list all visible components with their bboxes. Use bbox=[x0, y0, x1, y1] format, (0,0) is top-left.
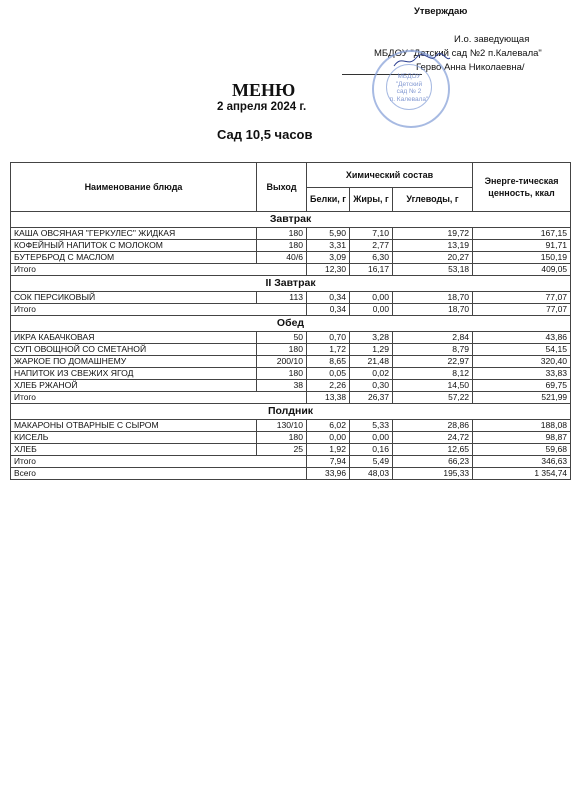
dish-carbs: 24,72 bbox=[393, 432, 473, 444]
dish-protein: 3,31 bbox=[307, 240, 350, 252]
dish-energy: 54,15 bbox=[473, 344, 571, 356]
stamp-text-2: "Детский bbox=[395, 80, 423, 88]
dish-yield: 180 bbox=[257, 344, 307, 356]
total-label: Итого bbox=[11, 392, 307, 404]
dish-name: НАПИТОК ИЗ СВЕЖИХ ЯГОД bbox=[11, 368, 257, 380]
total-label: Итого bbox=[11, 304, 307, 316]
dish-carbs: 13,19 bbox=[393, 240, 473, 252]
page-title: МЕНЮ bbox=[232, 80, 296, 100]
total-carbs: 53,18 bbox=[393, 264, 473, 276]
table-row bbox=[11, 228, 571, 240]
dish-yield: 180 bbox=[257, 368, 307, 380]
section-header bbox=[11, 404, 571, 420]
total-protein: 12,30 bbox=[307, 264, 350, 276]
dish-protein: 0,70 bbox=[307, 332, 350, 344]
table-row bbox=[11, 444, 571, 456]
garden-mode: Сад 10,5 часов bbox=[217, 127, 313, 142]
dish-name: КИСЕЛЬ bbox=[11, 432, 257, 444]
total-carbs: 18,70 bbox=[393, 304, 473, 316]
dish-energy: 59,68 bbox=[473, 444, 571, 456]
dish-fat: 5,33 bbox=[350, 420, 393, 432]
table-row bbox=[11, 252, 571, 264]
grand-total-row bbox=[11, 468, 571, 480]
total-row bbox=[11, 392, 571, 404]
dish-energy: 43,86 bbox=[473, 332, 571, 344]
dish-carbs: 2,84 bbox=[393, 332, 473, 344]
dish-carbs: 18,70 bbox=[393, 292, 473, 304]
header-carbs: Углеводы, г bbox=[393, 187, 473, 212]
dish-name: ЖАРКОЕ ПО ДОМАШНЕМУ bbox=[11, 356, 257, 368]
section-header bbox=[11, 212, 571, 228]
dish-yield: 180 bbox=[257, 432, 307, 444]
dish-protein: 0,00 bbox=[307, 432, 350, 444]
table-row bbox=[11, 332, 571, 344]
dish-fat: 2,77 bbox=[350, 240, 393, 252]
menu-date: 2 апреля 2024 г. bbox=[217, 101, 307, 113]
menu-table bbox=[10, 162, 571, 480]
dish-energy: 167,15 bbox=[473, 228, 571, 240]
dish-protein: 6,02 bbox=[307, 420, 350, 432]
dish-carbs: 14,50 bbox=[393, 380, 473, 392]
dish-energy: 320,40 bbox=[473, 356, 571, 368]
dish-fat: 7,10 bbox=[350, 228, 393, 240]
dish-name: БУТЕРБРОД С МАСЛОМ bbox=[11, 252, 257, 264]
dish-protein: 0,34 bbox=[307, 292, 350, 304]
dish-energy: 98,87 bbox=[473, 432, 571, 444]
dish-fat: 3,28 bbox=[350, 332, 393, 344]
table-row bbox=[11, 368, 571, 380]
dish-name: МАКАРОНЫ ОТВАРНЫЕ С СЫРОМ bbox=[11, 420, 257, 432]
grand-total-label: Всего bbox=[11, 468, 307, 480]
header-dish-name: Наименование блюда bbox=[11, 163, 257, 212]
dish-fat: 0,30 bbox=[350, 380, 393, 392]
dish-fat: 6,30 bbox=[350, 252, 393, 264]
header-yield: Выход bbox=[257, 163, 307, 212]
section-title: Обед bbox=[11, 316, 571, 332]
dish-yield: 113 bbox=[257, 292, 307, 304]
dish-energy: 150,19 bbox=[473, 252, 571, 264]
dish-yield: 180 bbox=[257, 240, 307, 252]
dish-name: КОФЕЙНЫЙ НАПИТОК С МОЛОКОМ bbox=[11, 240, 257, 252]
approval-organization: МБДОУ "Детский сад №2 п.Калевала" bbox=[374, 48, 542, 59]
total-row bbox=[11, 304, 571, 316]
total-energy: 77,07 bbox=[473, 304, 571, 316]
dish-yield: 200/10 bbox=[257, 356, 307, 368]
total-energy: 346,63 bbox=[473, 456, 571, 468]
section-header bbox=[11, 276, 571, 292]
approval-position: И.о. заведующая bbox=[454, 34, 530, 45]
dish-energy: 69,75 bbox=[473, 380, 571, 392]
table-row bbox=[11, 420, 571, 432]
dish-carbs: 19,72 bbox=[393, 228, 473, 240]
dish-fat: 0,16 bbox=[350, 444, 393, 456]
dish-carbs: 8,79 bbox=[393, 344, 473, 356]
dish-fat: 0,02 bbox=[350, 368, 393, 380]
dish-name: СОК ПЕРСИКОВЫЙ bbox=[11, 292, 257, 304]
total-carbs: 66,23 bbox=[393, 456, 473, 468]
dish-carbs: 8,12 bbox=[393, 368, 473, 380]
table-row bbox=[11, 380, 571, 392]
dish-carbs: 12,65 bbox=[393, 444, 473, 456]
dish-name: ИКРА КАБАЧКОВАЯ bbox=[11, 332, 257, 344]
dish-carbs: 22,97 bbox=[393, 356, 473, 368]
dish-protein: 1,92 bbox=[307, 444, 350, 456]
total-fat: 16,17 bbox=[350, 264, 393, 276]
dish-yield: 25 bbox=[257, 444, 307, 456]
dish-fat: 0,00 bbox=[350, 432, 393, 444]
total-row bbox=[11, 456, 571, 468]
section-title: Полдник bbox=[11, 404, 571, 420]
approval-title: Утверждаю bbox=[414, 6, 468, 17]
dish-protein: 2,26 bbox=[307, 380, 350, 392]
section-title: II Завтрак bbox=[11, 276, 571, 292]
dish-yield: 180 bbox=[257, 228, 307, 240]
grand-total-carbs: 195,33 bbox=[393, 468, 473, 480]
header-chem-composition: Химический состав bbox=[307, 163, 473, 188]
dish-yield: 40/6 bbox=[257, 252, 307, 264]
dish-carbs: 20,27 bbox=[393, 252, 473, 264]
grand-total-fat: 48,03 bbox=[350, 468, 393, 480]
approval-name: Герво Анна Николаевна/ bbox=[416, 62, 525, 73]
dish-energy: 33,83 bbox=[473, 368, 571, 380]
dish-name: СУП ОВОЩНОЙ СО СМЕТАНОЙ bbox=[11, 344, 257, 356]
table-row bbox=[11, 356, 571, 368]
dish-protein: 0,05 bbox=[307, 368, 350, 380]
total-fat: 26,37 bbox=[350, 392, 393, 404]
total-energy: 521,99 bbox=[473, 392, 571, 404]
total-row bbox=[11, 264, 571, 276]
header-fat: Жиры, г bbox=[350, 187, 393, 212]
dish-protein: 3,09 bbox=[307, 252, 350, 264]
total-protein: 13,38 bbox=[307, 392, 350, 404]
total-label: Итого bbox=[11, 456, 307, 468]
total-fat: 5,49 bbox=[350, 456, 393, 468]
total-protein: 0,34 bbox=[307, 304, 350, 316]
total-fat: 0,00 bbox=[350, 304, 393, 316]
dish-energy: 188,08 bbox=[473, 420, 571, 432]
header-protein: Белки, г bbox=[307, 187, 350, 212]
table-row bbox=[11, 240, 571, 252]
total-protein: 7,94 bbox=[307, 456, 350, 468]
stamp-text-3: сад № 2 bbox=[396, 88, 422, 95]
dish-protein: 8,65 bbox=[307, 356, 350, 368]
grand-total-energy: 1 354,74 bbox=[473, 468, 571, 480]
header-energy: Энерге-тическая ценность, ккал bbox=[473, 163, 571, 212]
dish-energy: 77,07 bbox=[473, 292, 571, 304]
stamp-text-1: МБДОУ bbox=[397, 73, 421, 80]
dish-fat: 1,29 bbox=[350, 344, 393, 356]
dish-fat: 21,48 bbox=[350, 356, 393, 368]
table-row bbox=[11, 344, 571, 356]
section-title: Завтрак bbox=[11, 212, 571, 228]
stamp-text-4: п. Калевала" bbox=[389, 95, 429, 103]
total-label: Итого bbox=[11, 264, 307, 276]
table-row bbox=[11, 292, 571, 304]
dish-name: ХЛЕБ РЖАНОЙ bbox=[11, 380, 257, 392]
dish-yield: 38 bbox=[257, 380, 307, 392]
grand-total-protein: 33,96 bbox=[307, 468, 350, 480]
dish-name: КАША ОВСЯНАЯ "ГЕРКУЛЕС" ЖИДКАЯ bbox=[11, 228, 257, 240]
total-carbs: 57,22 bbox=[393, 392, 473, 404]
dish-protein: 5,90 bbox=[307, 228, 350, 240]
dish-carbs: 28,86 bbox=[393, 420, 473, 432]
menu-body bbox=[11, 212, 571, 480]
dish-protein: 1,72 bbox=[307, 344, 350, 356]
dish-yield: 130/10 bbox=[257, 420, 307, 432]
signature-icon bbox=[392, 52, 452, 70]
total-energy: 409,05 bbox=[473, 264, 571, 276]
dish-fat: 0,00 bbox=[350, 292, 393, 304]
dish-name: ХЛЕБ bbox=[11, 444, 257, 456]
stamp-inner bbox=[386, 64, 432, 110]
dish-energy: 91,71 bbox=[473, 240, 571, 252]
table-row bbox=[11, 432, 571, 444]
section-header bbox=[11, 316, 571, 332]
dish-yield: 50 bbox=[257, 332, 307, 344]
